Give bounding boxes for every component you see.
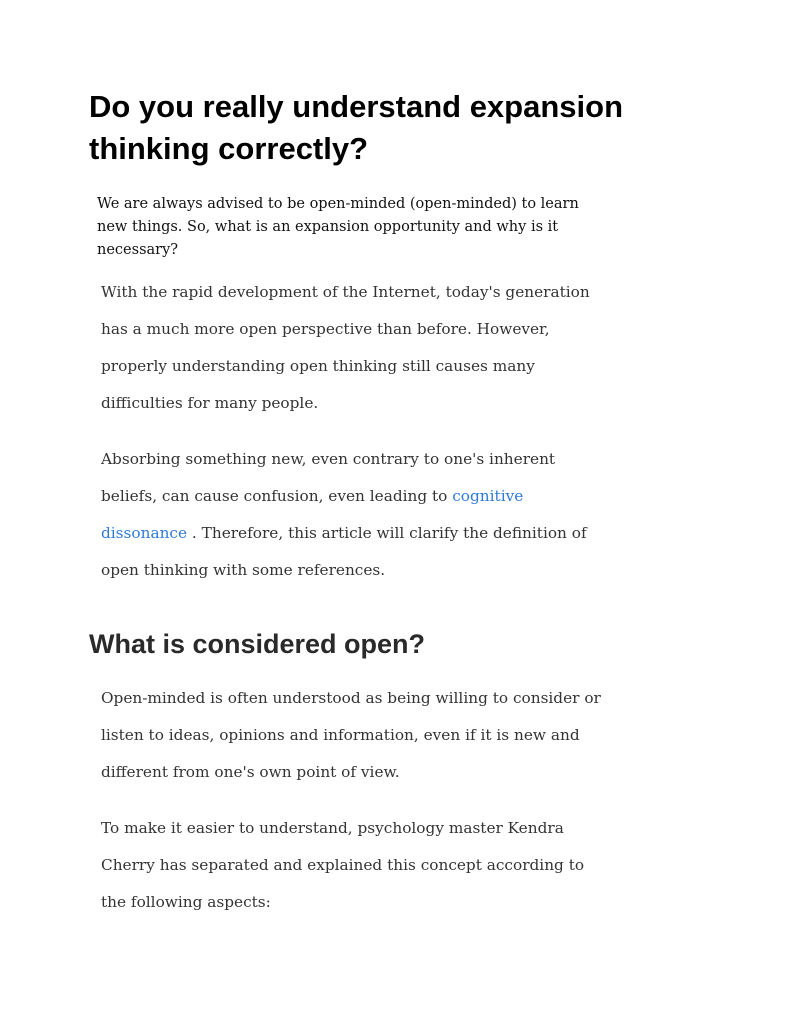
intro-line: We are always advised to be open-minded (open-minded) to learn xyxy=(97,196,579,212)
intro-line: new things. So, what is an expansion opportunity and why is it xyxy=(97,219,559,235)
paragraph-line: Absorbing something new, even contrary to one's inherent xyxy=(101,450,556,468)
paragraph-line: properly understanding open thinking still causes many xyxy=(101,357,535,375)
paragraph-line: open thinking with some references. xyxy=(101,561,386,579)
paragraph-line: To make it easier to understand, psychology master Kendra xyxy=(101,819,564,837)
paragraph-internet xyxy=(101,274,590,422)
paragraph-line xyxy=(101,515,587,552)
title-line: thinking correctly? xyxy=(89,131,369,166)
cognitive-dissonance-link[interactable]: cognitive xyxy=(452,487,524,505)
article-title xyxy=(89,86,623,170)
title-line: Do you really understand expansion xyxy=(89,89,624,124)
paragraph-line: difficulties for many people. xyxy=(101,394,319,412)
paragraph-line: With the rapid development of the Internet, today's generation xyxy=(101,283,590,301)
paragraph-absorbing xyxy=(101,441,587,589)
article-intro xyxy=(97,193,579,262)
paragraph-line: listen to ideas, opinions and information, even if it is new and xyxy=(101,726,580,744)
section-heading: What is considered open? xyxy=(89,629,426,659)
paragraph-definition xyxy=(101,680,601,791)
paragraph-line: Open-minded is often understood as being willing to consider or xyxy=(101,689,601,707)
paragraph-line: has a much more open perspective than before. However, xyxy=(101,320,550,338)
paragraph-line xyxy=(101,478,587,515)
paragraph-line: Cherry has separated and explained this concept according to xyxy=(101,856,585,874)
paragraph-text: beliefs, can cause confusion, even leading to xyxy=(101,487,453,505)
paragraph-line: the following aspects: xyxy=(101,893,271,911)
paragraph-line: different from one's own point of view. xyxy=(101,763,400,781)
paragraph-kendra-cherry xyxy=(101,810,584,921)
paragraph-text: . Therefore, this article will clarify the definition of xyxy=(187,524,587,542)
cognitive-dissonance-link[interactable]: dissonance xyxy=(101,524,188,542)
intro-line: necessary? xyxy=(97,242,179,258)
